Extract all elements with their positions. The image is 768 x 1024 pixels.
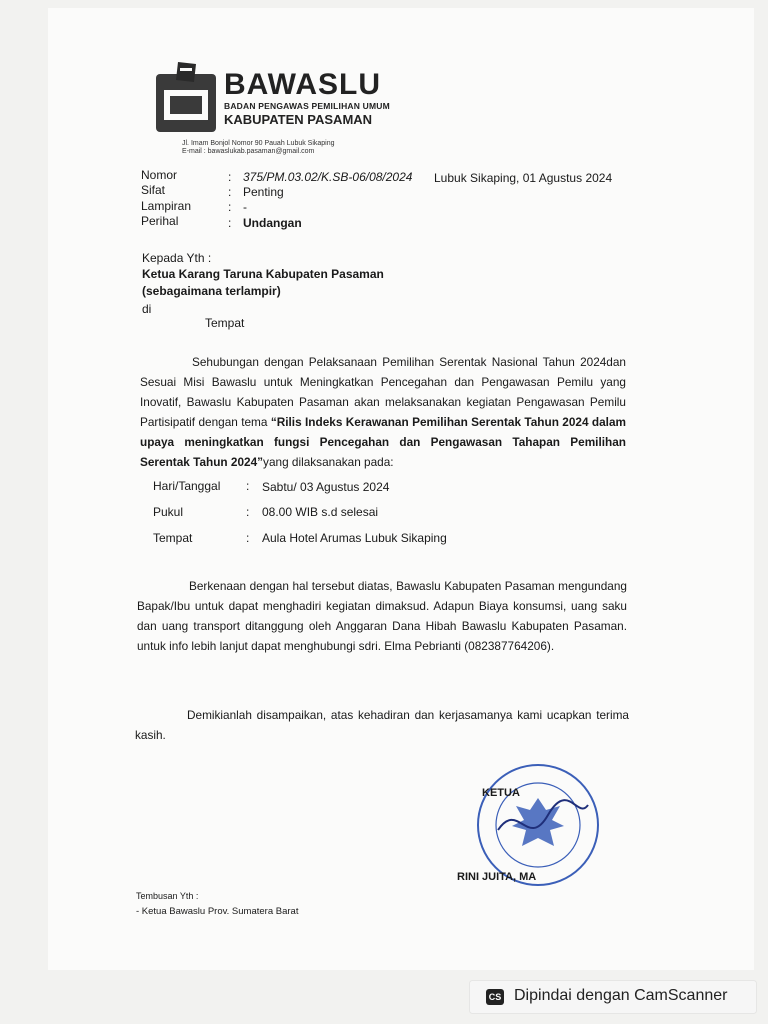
perihal-value: Undangan [243,216,302,230]
place-date: Lubuk Sikaping, 01 Agustus 2024 [434,171,613,185]
signature-title: KETUA [482,787,520,799]
pukul-colon: : [246,505,250,519]
nomor-label: Nomor [141,168,178,182]
tembusan-item: - Ketua Bawaslu Prov. Sumatera Barat [136,906,299,917]
tempat-label: Tempat [153,531,193,545]
recipient-di: di [142,302,152,316]
brand-name: BAWASLU [224,68,381,101]
perihal-label: Perihal [141,214,179,228]
closing-text: Demikianlah disampaikan, atas kehadiran dan kerjasamanya kami ucapkan terima kasih. [135,708,629,742]
perihal-colon: : [228,216,232,230]
sifat-colon: : [228,185,232,199]
letterhead-address: Jl. Imam Bonjol Nomor 90 Pauah Lubuk Sikaping [182,140,335,147]
pukul-value: 08.00 WIB s.d selesai [262,505,379,519]
lampiran-label: Lampiran [141,199,192,213]
signature-name: RINI JUITA, MA [457,871,537,883]
hari-value: Sabtu/ 03 Agustus 2024 [262,480,390,494]
camscanner-logo-icon: CS [486,989,504,1005]
brand-region: KABUPATEN PASAMAN [224,112,373,127]
intro-text: Sehubungan dengan Pelaksanaan Pemilihan Serentak Nasional Tahun 2024dan Sesuai Misi Bawaslu untuk Meningkatkan Pencegahan dan Pengawasan Pemilu yang Inovatif, Bawaslu Kabupaten Pasaman akan melaksanakan kegiatan Pengawasan Pemilu Partisipatif dengan tema [140,355,626,429]
nomor-colon: : [228,170,232,184]
pukul-label: Pukul [153,505,184,519]
paragraph-invitation [137,576,627,656]
kepada-label: Kepada Yth : [142,251,212,265]
brand-subtitle: BADAN PENGAWAS PEMILIHAN UMUM [224,101,390,111]
tempat-colon: : [246,531,250,545]
invitation-text: Berkenaan dengan hal tersebut diatas, Bawaslu Kabupaten Pasaman mengundang Bapak/Ibu untuk dapat menghadiri kegiatan dimaksud. Adapun Biaya konsumsi, uang saku dan uang transport ditanggung oleh Anggaran Dana Hibah Bawaslu Kabupaten Pasaman. untuk info lebih lanjut dapat menghubungi sdri. Elma Pebrianti (082387764206). [137,579,627,653]
scanner-text: Dipindai dengan CamScanner [514,987,728,1004]
recipient-name: Ketua Karang Taruna Kabupaten Pasaman [142,267,384,281]
paragraph-intro [140,352,626,472]
letterhead-email: E-mail : bawaslukab.pasaman@gmail.com [182,148,315,155]
nomor-value: 375/PM.03.02/K.SB-06/08/2024 [243,170,413,184]
scanner-badge [470,981,756,1013]
recipient-note: (sebagaimana terlampir) [142,284,281,298]
lampiran-value: - [243,200,247,214]
tembusan-label: Tembusan Yth : [136,891,199,901]
tempat-value: Aula Hotel Arumas Lubuk Sikaping [262,531,447,545]
sifat-label: Sifat [141,183,166,197]
intro-tail: yang dilaksanakan pada: [263,455,394,469]
paragraph-closing [135,705,629,745]
lampiran-colon: : [228,200,232,214]
bawaslu-logo-icon [150,60,222,136]
hari-label: Hari/Tanggal [153,479,221,493]
intro-theme: “Rilis Indeks Kerawanan Pemilihan Serentak Tahun 2024 dalam upaya meningkatkan fungsi Pencegahan dan Pengawasan Tahapan Pemilihan Serentak Tahun 2024” [140,415,627,469]
recipient-tempat: Tempat [205,316,245,330]
hari-colon: : [246,479,250,493]
sifat-value: Penting [243,185,284,199]
